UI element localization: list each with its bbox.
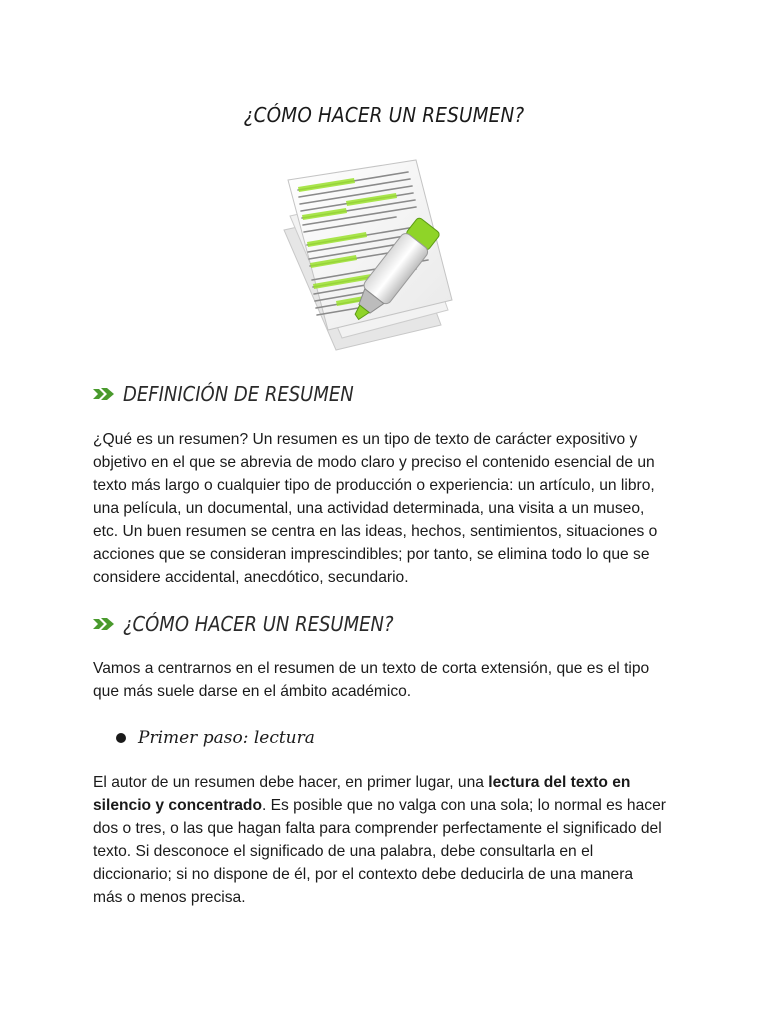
paragraph-line: etc. Un buen resumen se centra en las ideas, hechos, sentimientos, situaciones o [93, 523, 658, 540]
section-heading-definicion [93, 382, 379, 406]
paragraph-line: texto. Si desconoce el significado de una palabra, debe consultarla en el [93, 843, 594, 860]
bold-phrase: lectura del texto en [488, 774, 631, 791]
page-title: ¿CÓMO HACER UN RESUMEN? [243, 103, 525, 127]
paragraph-line [93, 794, 675, 817]
paragraph-line: texto más largo o cualquier tipo de producción o experiencia: un artículo, un libro, [93, 477, 655, 494]
arrow-bullet-icon [93, 387, 115, 401]
section-heading-como-hacer [93, 612, 424, 636]
paragraph-line: ¿Qué es un resumen? Un resumen es un tipo de texto de carácter expositivo y [93, 431, 638, 448]
step-label: Primer paso: lectura [138, 728, 315, 748]
section-heading-text: DEFINICIÓN DE RESUMEN [123, 382, 354, 406]
step-bullet [116, 728, 315, 748]
highlighter-document-icon [276, 150, 488, 355]
paragraph-line [93, 771, 675, 794]
section-heading-text: ¿CÓMO HACER UN RESUMEN? [123, 612, 394, 636]
paragraph-text: . Es posible que no valga con una sola; lo normal es hacer [261, 797, 666, 814]
paragraph-line: más o menos precisa. [93, 889, 246, 906]
paragraph-line: una película, un documental, una actividad determinada, una visita a un museo, [93, 500, 645, 517]
paragraph-line: considere accidental, anecdótico, secundario. [93, 569, 409, 586]
paragraph-line: dos o tres, o las que hagan falta para comprender perfectamente el significado del [93, 820, 662, 837]
intro-paragraph [93, 657, 675, 703]
paragraph-text: El autor de un resumen debe hacer, en primer lugar, una [93, 774, 489, 791]
bold-phrase: silencio y concentrado [93, 797, 262, 814]
paragraph-line: Vamos a centrarnos en el resumen de un texto de corta extensión, que es el tipo [93, 660, 650, 677]
paragraph-line: diccionario; si no dispone de él, por el contexto debe deducirla de una manera [93, 866, 634, 883]
definition-paragraph [93, 428, 675, 589]
paragraph-line: objetivo en el que se abrevia de modo claro y preciso el contenido esencial de un [93, 454, 655, 471]
arrow-bullet-icon [93, 617, 115, 631]
paragraph-line: acciones que se consideran imprescindibles; por tanto, se elimina todo lo que se [93, 546, 650, 563]
bullet-dot-icon [116, 733, 126, 743]
paragraph-line: que más suele darse en el ámbito académico. [93, 683, 412, 700]
step-paragraph [93, 771, 675, 909]
